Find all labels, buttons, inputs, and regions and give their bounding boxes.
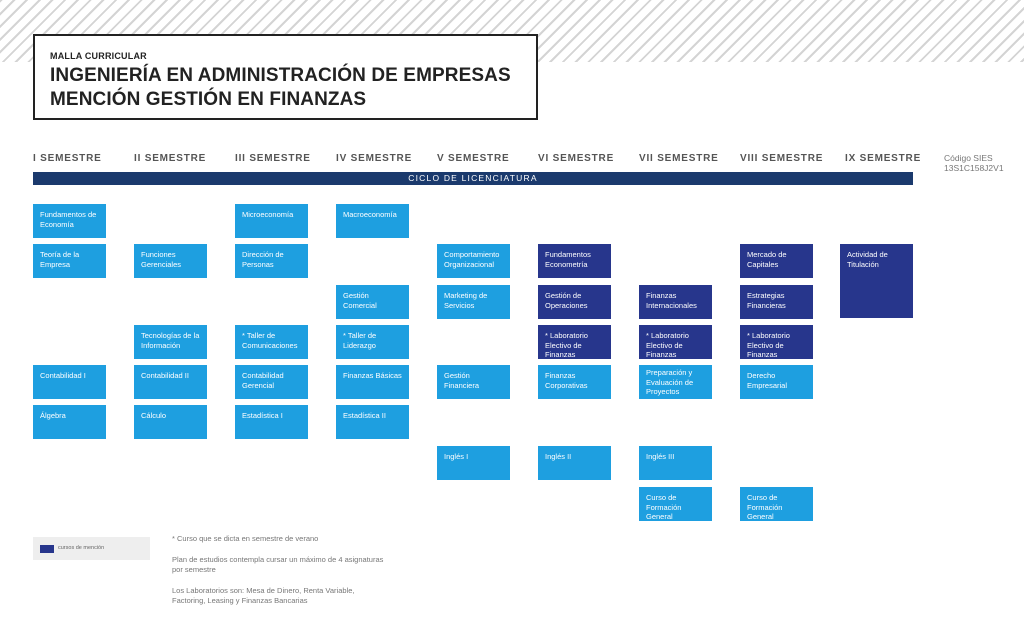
codigo-sies xyxy=(944,153,1004,173)
semester-header-6: VI SEMESTRE xyxy=(538,153,615,164)
title-box xyxy=(33,34,538,120)
course-cell: Álgebra xyxy=(33,405,106,439)
course-cell: Macroeconomía xyxy=(336,204,409,238)
legend-swatch-mencion xyxy=(40,545,54,553)
course-cell: Preparación y Evaluación de Proyectos xyxy=(639,365,712,399)
legend-label: cursos de mención xyxy=(58,545,105,551)
course-cell: Contabilidad II xyxy=(134,365,207,399)
note-laboratories: Los Laboratorios son: Mesa de Dinero, Renta Variable, Factoring, Leasing y Finanzas Bancarias xyxy=(172,586,355,605)
course-cell: Finanzas Básicas xyxy=(336,365,409,399)
course-cell-mencion: Estrategias Financieras xyxy=(740,285,813,319)
course-cell: * Taller de Liderazgo xyxy=(336,325,409,359)
course-cell: Inglés III xyxy=(639,446,712,480)
course-cell: Inglés II xyxy=(538,446,611,480)
page-title-line1: INGENIERÍA EN ADMINISTRACIÓN DE EMPRESAS xyxy=(50,65,511,86)
course-cell: Finanzas Corporativas xyxy=(538,365,611,399)
semester-header-3: III SEMESTRE xyxy=(235,153,311,164)
course-cell-mencion: Actividad de Titulación xyxy=(840,244,913,318)
course-cell: Dirección de Personas xyxy=(235,244,308,278)
course-cell: Comportamiento Organizacional xyxy=(437,244,510,278)
semester-header-7: VII SEMESTRE xyxy=(639,153,719,164)
legend xyxy=(33,537,150,560)
semester-header-2: II SEMESTRE xyxy=(134,153,207,164)
cycle-bar: CICLO DE LICENCIATURA xyxy=(33,172,913,185)
course-cell: Marketing de Servicios xyxy=(437,285,510,319)
course-cell: Teoría de la Empresa xyxy=(33,244,106,278)
semester-header-8: VIII SEMESTRE xyxy=(740,153,824,164)
semester-header-5: V SEMESTRE xyxy=(437,153,510,164)
course-cell-mencion: * Laboratorio Electivo de Finanzas xyxy=(639,325,712,359)
course-cell-mencion: * Laboratorio Electivo de Finanzas xyxy=(740,325,813,359)
course-cell-mencion: Mercado de Capitales xyxy=(740,244,813,278)
course-cell-mencion: * Laboratorio Electivo de Finanzas xyxy=(538,325,611,359)
codigo-value: 13S1C158J2V1 xyxy=(944,163,1004,173)
course-cell: Estadística I xyxy=(235,405,308,439)
course-cell: Tecnologías de la Información xyxy=(134,325,207,359)
course-cell: Inglés I xyxy=(437,446,510,480)
semester-header-9: IX SEMESTRE xyxy=(845,153,922,164)
course-cell: Gestión Financiera xyxy=(437,365,510,399)
course-cell: Curso de Formación General xyxy=(740,487,813,521)
course-cell: Curso de Formación General xyxy=(639,487,712,521)
course-cell-mencion: Finanzas Internacionales xyxy=(639,285,712,319)
course-cell: * Taller de Comunicaciones xyxy=(235,325,308,359)
course-cell: Fundamentos de Economía xyxy=(33,204,106,238)
course-cell: Contabilidad Gerencial xyxy=(235,365,308,399)
note-max-subjects: Plan de estudios contempla cursar un máximo de 4 asignaturas por semestre xyxy=(172,555,384,574)
course-cell: Gestión Comercial xyxy=(336,285,409,319)
semester-header-4: IV SEMESTRE xyxy=(336,153,413,164)
semester-header-1: I SEMESTRE xyxy=(33,153,102,164)
codigo-label: Código SIES xyxy=(944,153,993,163)
course-cell: Funciones Gerenciales xyxy=(134,244,207,278)
course-cell-mencion: Fundamentos Econometría xyxy=(538,244,611,278)
course-cell: Microeconomía xyxy=(235,204,308,238)
note-summer-course: * Curso que se dicta en semestre de verano xyxy=(172,534,319,543)
page-title-line2: MENCIÓN GESTIÓN EN FINANZAS xyxy=(50,89,367,110)
course-cell: Cálculo xyxy=(134,405,207,439)
course-cell: Contabilidad I xyxy=(33,365,106,399)
course-cell: Estadística II xyxy=(336,405,409,439)
course-cell: Derecho Empresarial xyxy=(740,365,813,399)
page-subtitle: MALLA CURRICULAR xyxy=(50,51,147,61)
course-cell-mencion: Gestión de Operaciones xyxy=(538,285,611,319)
